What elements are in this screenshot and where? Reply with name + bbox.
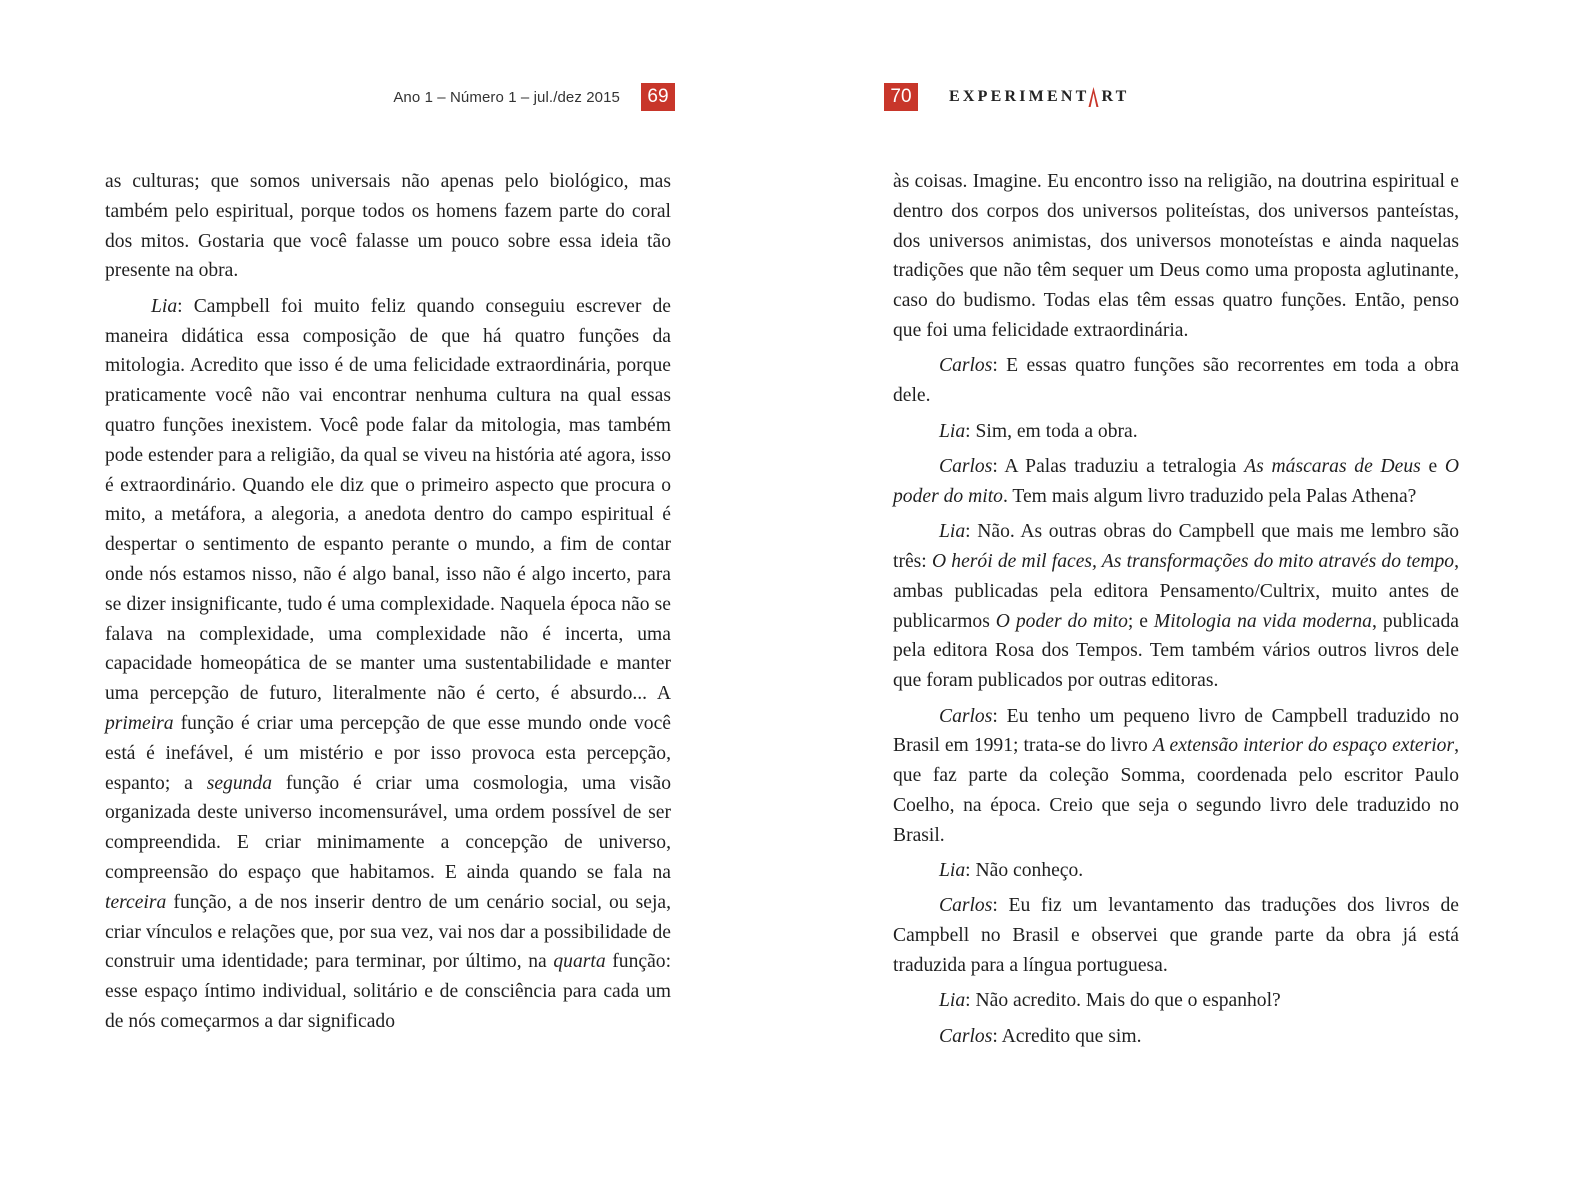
- italic-text: O poder do mito: [995, 610, 1128, 632]
- text-run: função é criar uma cosmologia, uma visão organizada deste universo incomensurável, uma ordem possível de ser compreendida. E criar minimamente a concepção de universo, compreensão do espaço que habitamos. E ainda quando se fala na: [105, 772, 671, 883]
- body-text: [893, 167, 1459, 1057]
- body-text: [105, 167, 671, 1042]
- text-run: , ambas publicadas pela editora Pensamento/Cultrix, muito antes de publicarmos: [893, 550, 1459, 632]
- text-run: função é criar uma percepção de que esse mundo onde você está é inefável, é um mistério e por isso provoca esta percepção, espanto; a: [105, 712, 671, 794]
- italic-text: A extensão interior do espaço exterior: [1152, 735, 1455, 757]
- text-run: : Campbell foi muito feliz quando conseguiu escrever de maneira didática essa composição de que há quatro funções da mitologia. Acredito que isso é de uma felicidade extraordinária, porque praticamente você não vai encontrar nenhuma cultura na qual essas quatro funções inexistem. Você pode falar da mitologia, mas também pode estender para a religião, da qual se viveu na história até agora, isso é extraordinário. Quando ele diz que o primeiro aspecto que procura o mito, a metáfora, a alegoria, a anedota dentro do campo espiritual é despertar o sentimento de espanto perante o mundo, a fim de contar onde nós estamos nisso, não é algo banal, isso não é algo incerto, para se dizer insignificante, tudo é uma complexidade. Naquela época não se falava na complexidade, uma complexidade não é incerta, uma capacidade homeopática de se manter uma sustentabilidade e manter uma percepção de futuro, literalmente não é certo, é absurdo... A: [105, 295, 671, 705]
- accent-a-icon: [1088, 87, 1099, 107]
- text-run: : Não acredito. Mais do que o espanhol?: [965, 990, 1281, 1012]
- italic-text: O poder do mito: [893, 455, 1460, 507]
- page-number: 70: [884, 83, 918, 111]
- italic-text: O herói de mil faces, As transformações do mito através do tempo: [931, 550, 1455, 572]
- italic-text: Lia: [151, 295, 178, 317]
- text-run: e: [1420, 455, 1445, 477]
- text-run: , publicada pela editora Rosa dos Tempos. Tem também vários outros livros dele que foram publicados por outras editoras.: [893, 610, 1459, 692]
- italic-text: primeira: [105, 712, 174, 734]
- paragraph: [893, 351, 1459, 411]
- italic-text: Carlos: [939, 895, 993, 917]
- text-run: : A Palas traduziu a tetralogia: [992, 455, 1245, 477]
- text-run: , que faz parte da coleção Somma, coordenada pelo escritor Paulo Coelho, na época. Creio que seja o segundo livro dele traduzido no Brasil.: [893, 735, 1459, 846]
- text-run: : Eu tenho um pequeno livro de Campbell traduzido no Brasil em 1991; trata-se do livro: [893, 705, 1459, 757]
- journal-name-part: RT: [1101, 88, 1130, 105]
- right-page: [793, 0, 1586, 1195]
- issue-info: Ano 1 – Número 1 – jul./dez 2015: [393, 88, 620, 106]
- italic-text: Lia: [939, 521, 966, 543]
- text-run: : E essas quatro funções são recorrentes em toda a obra dele.: [893, 355, 1459, 407]
- paragraph: [893, 702, 1459, 851]
- italic-text: Carlos: [939, 355, 993, 377]
- journal-logo: [949, 87, 1130, 107]
- italic-text: Carlos: [939, 1025, 993, 1047]
- text-run: : Não conheço.: [965, 860, 1084, 882]
- paragraph: [893, 856, 1459, 886]
- italic-text: Carlos: [939, 455, 993, 477]
- paragraph: [893, 517, 1459, 696]
- text-run: : Sim, em toda a obra.: [965, 420, 1138, 442]
- italic-text: Mitologia na vida moderna: [1153, 610, 1372, 632]
- page-number: 69: [641, 83, 675, 111]
- italic-text: Lia: [939, 860, 966, 882]
- italic-text: terceira: [105, 891, 167, 913]
- text-run: : Eu fiz um levantamento das traduções dos livros de Campbell no Brasil e observei que grande parte da obra já está traduzida para a língua portuguesa.: [893, 895, 1459, 977]
- paragraph: [893, 452, 1459, 512]
- paragraph: [893, 986, 1459, 1016]
- italic-text: Lia: [939, 420, 966, 442]
- text-run: : Não. As outras obras do Campbell que mais me lembro são três:: [893, 521, 1459, 572]
- italic-text: Lia: [939, 990, 966, 1012]
- running-header: [884, 84, 1130, 110]
- italic-text: quarta: [553, 951, 606, 973]
- paragraph: [893, 891, 1459, 980]
- text-run: às coisas. Imagine. Eu encontro isso na religião, na doutrina espiritual e dentro dos corpos dos universos politeístas, dos universos panteístas, dos universos animistas, dos universos monoteístas e ainda naquelas tradições que não têm sequer um Deus como uma proposta aglutinante, caso do budismo. Todas elas têm essas quatro funções. Então, penso que foi uma felicidade extraordinária.: [893, 171, 1459, 341]
- italic-text: segunda: [206, 772, 273, 794]
- paragraph: [893, 417, 1459, 447]
- text-run: . Tem mais algum livro traduzido pela Palas Athena?: [1002, 485, 1417, 507]
- italic-text: As máscaras de Deus: [1244, 455, 1421, 477]
- text-run: as culturas; que somos universais não apenas pelo biológico, mas também pelo espiritual, porque todos os homens fazem parte do coral dos mitos. Gostaria que você falasse um pouco sobre essa ideia tão presente na obra.: [105, 171, 671, 282]
- text-run: função: esse espaço íntimo individual, solitário e de consciência para cada um de nós começarmos a dar significado: [105, 951, 672, 1032]
- italic-text: Carlos: [939, 705, 993, 727]
- paragraph: [893, 167, 1459, 346]
- text-run: ; e: [1127, 610, 1154, 632]
- running-header: [393, 84, 675, 110]
- paragraph: [893, 1022, 1459, 1052]
- paragraph: [105, 167, 671, 286]
- paragraph: [105, 292, 671, 1037]
- journal-name-part: EXPERIMENT: [949, 88, 1090, 105]
- text-run: : Acredito que sim.: [992, 1025, 1142, 1047]
- text-run: função, a de nos inserir dentro de um cenário social, ou seja, criar vínculos e relações que, por sua vez, vai nos dar a possibilidade de construir uma identidade; para terminar, por último, na: [105, 891, 671, 973]
